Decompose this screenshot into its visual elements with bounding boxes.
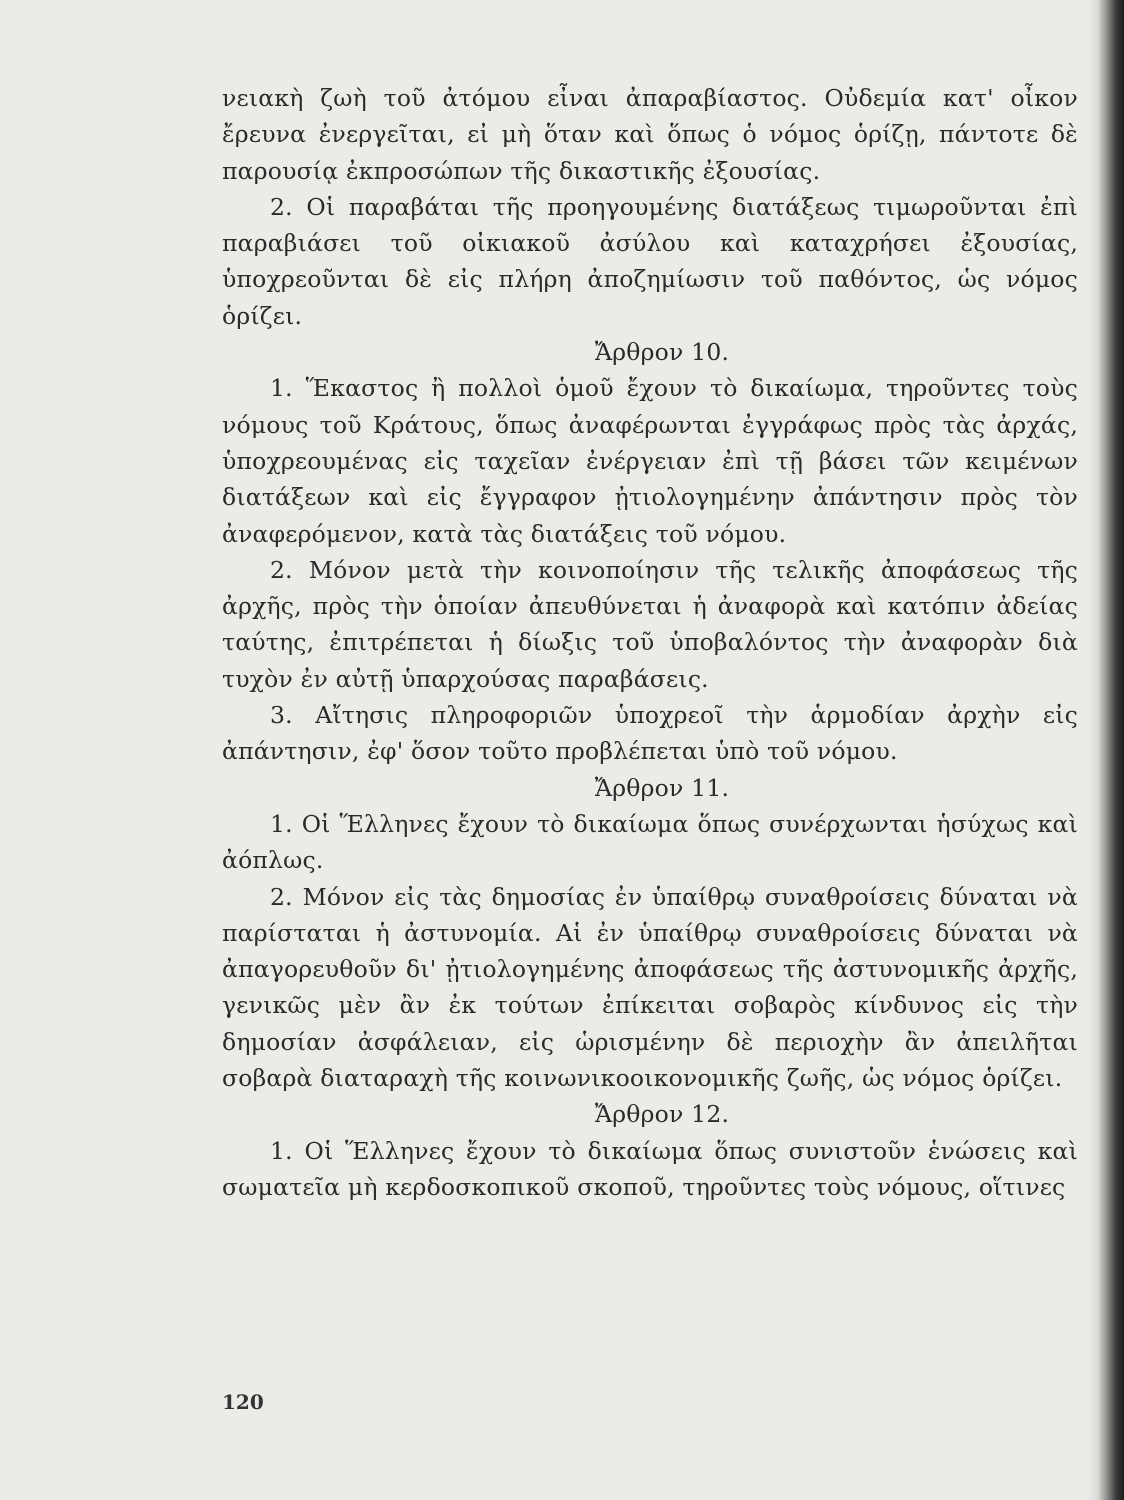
paragraph-article-11-item-1: 1. Οἱ Ἕλληνες ἔχουν τὸ δικαίωμα ὅπως συνέρχωνται ἡσύχως καὶ ἀόπλως. — [222, 809, 1078, 875]
paragraph-article-10-item-1: 1. Ἕκαστος ἢ πολλοὶ ὁμοῦ ἔχουν τὸ δικαίωμα, τηροῦντες τοὺς νόμους τοῦ Κράτους, ὅπως ἀναφέρωνται ἐγγράφως πρὸς τὰς ἀρχάς, ὑποχρεουμένας εἰς ταχεῖαν ἐνέργειαν ἐπὶ τῇ βάσει τῶν κειμένων διατάξεων καὶ εἰς ἔγγραφον ᾐτιολογημένην ἀπάντησιν πρὸς τὸν ἀναφερόμενον, κατὰ τὰς διατάξεις τοῦ νόμου. — [222, 374, 1078, 548]
page-gutter-shadow — [1088, 0, 1098, 1500]
paragraph-article-11-item-2: 2. Μόνον εἰς τὰς δημοσίας ἐν ὑπαίθρῳ συναθροίσεις δύναται νὰ παρίσταται ἡ ἀστυνομία. Αἱ ἐν ὑπαίθρῳ συναθροίσεις δύναται νὰ ἀπαγορευθοῦν δι' ᾐτιολογημένης ἀποφάσεως τῆς ἀστυνομικῆς ἀρχῆς, γενικῶς μὲν ἂν ἐκ τούτων ἐπίκειται σοβαρὸς κίνδυνος εἰς τὴν δημοσίαν ἀσφάλειαν, εἰς ὡρισμένην δὲ περιοχὴν ἂν ἀπειλῆται σοβαρὰ διαταραχὴ τῆς κοινωνικοοικονομικῆς ζωῆς, ὡς νόμος ὁρίζει. — [222, 882, 1078, 1093]
page-number: 120 — [222, 1390, 264, 1414]
paragraph-article-10-item-2: 2. Μόνον μετὰ τὴν κοινοποίησιν τῆς τελικῆς ἀποφάσεως τῆς ἀρχῆς, πρὸς τὴν ὁποίαν ἀπευθύνεται ἡ ἀναφορὰ καὶ κατόπιν ἀδείας ταύτης, ἐπιτρέπεται ἡ δίωξις τοῦ ὑποβαλόντος τὴν ἀναφορὰν διὰ τυχὸν ἐν αὐτῇ ὑπαρχούσας παραβάσεις. — [222, 555, 1078, 693]
heading-article-12: Ἄρθρον 12. — [594, 1100, 730, 1129]
page-edge — [1098, 0, 1124, 1500]
heading-article-11: Ἄρθρον 11. — [594, 773, 730, 802]
paragraph-article-10-item-3: 3. Αἴτησις πληροφοριῶν ὑποχρεοῖ τὴν ἁρμοδίαν ἀρχὴν εἰς ἀπάντησιν, ἐφ' ὅσον τοῦτο προβλέπεται ὑπὸ τοῦ νόμου. — [222, 701, 1078, 766]
paragraph-article-9-item-2: 2. Οἱ παραβάται τῆς προηγουμένης διατάξεως τιμωροῦνται ἐπὶ παραβιάσει τοῦ οἰκιακοῦ ἀσύλου καὶ καταχρήσει ἐξουσίας, ὑποχρεοῦνται δὲ εἰς πλήρη ἀποζημίωσιν τοῦ παθόντος, ὡς νόμος ὁρίζει. — [222, 192, 1078, 330]
paragraph-continuation: νειακὴ ζωὴ τοῦ ἀτόμου εἶναι ἀπαραβίαστος. Οὐδεμία κατ' οἶκον ἔρευνα ἐνεργεῖται, εἰ μὴ ὅταν καὶ ὅπως ὁ νόμος ὁρίζῃ, πάντοτε δὲ παρουσίᾳ ἐκπροσώπων τῆς δικαστικῆς ἐξουσίας. — [222, 84, 1078, 185]
document-body — [222, 80, 1078, 1205]
heading-article-10: Ἄρθρον 10. — [594, 338, 730, 367]
paragraph-article-12-item-1: 1. Οἱ Ἕλληνες ἔχουν τὸ δικαίωμα ὅπως συνιστοῦν ἑνώσεις καὶ σωματεῖα μὴ κερδοσκοπικοῦ σκοποῦ, τηροῦντες τοὺς νόμους, οἵτινες — [222, 1136, 1078, 1201]
